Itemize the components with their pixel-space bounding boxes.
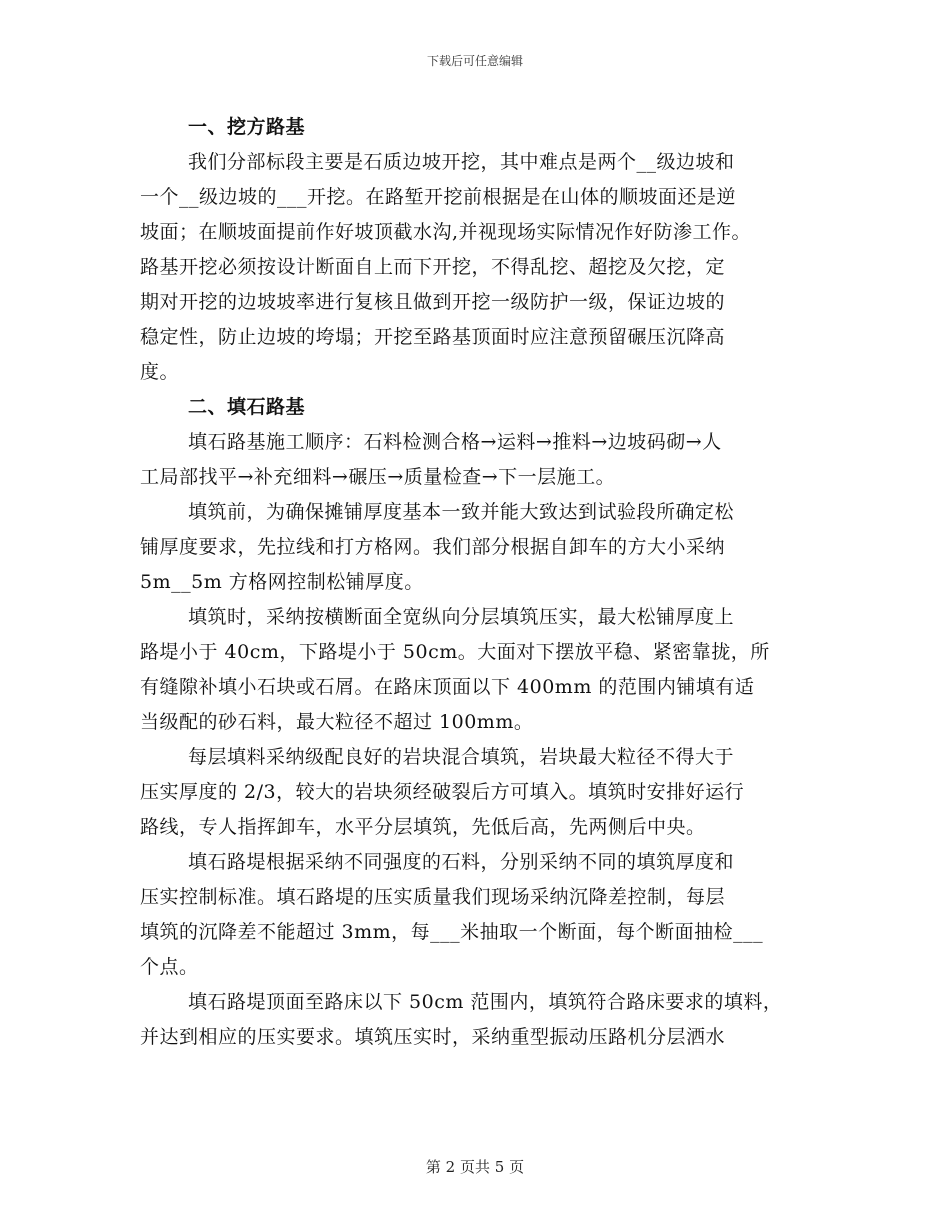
paragraph-line: 路基开挖必须按设计断面自上而下开挖，不得乱挖、超挖及欠挖，定 bbox=[140, 256, 726, 278]
paragraph-line: 压实厚度的 2/3，较大的岩块须经破裂后方可填入。填筑时安排好运行 bbox=[140, 781, 745, 803]
paragraph-line: 路线，专人指挥卸车，水平分层填筑，先低后高，先两侧后中央。 bbox=[140, 816, 706, 838]
paragraph-line: 工局部找平→补充细料→碾压→质量检查→下一层施工。 bbox=[140, 466, 616, 488]
paragraph-line: 稳定性，防止边坡的垮塌；开挖至路基顶面时应注意预留碾压沉降高 bbox=[140, 326, 726, 348]
paragraph-line: 当级配的砂石料，最大粒径不超过 100mm。 bbox=[140, 711, 534, 733]
paragraph-line: 铺厚度要求，先拉线和打方格网。我们部分根据自卸车的方大小采纳 bbox=[140, 536, 726, 558]
paragraph-line: 填筑时，采纳按横断面全宽纵向分层填筑压实，最大松铺厚度上 bbox=[188, 606, 735, 628]
section-heading: 二、填石路基 bbox=[188, 396, 306, 418]
paragraph-line: 个点。 bbox=[140, 956, 199, 978]
paragraph-line: 并达到相应的压实要求。填筑压实时，采纳重型振动压路机分层洒水 bbox=[140, 1026, 726, 1048]
paragraph-line: 坡面；在顺坡面提前作好坡顶截水沟,并视现场实际情况作好防渗工作。 bbox=[140, 221, 752, 243]
paragraph-line: 路堤小于 40cm，下路堤小于 50cm。大面对下摆放平稳、紧密靠拢，所 bbox=[140, 641, 770, 663]
paragraph-line: 度。 bbox=[140, 361, 180, 383]
page-footer: 第 2 页共 5 页 bbox=[425, 1158, 525, 1176]
paragraph-line: 填筑前，为确保摊铺厚度基本一致并能大致达到试验段所确定松 bbox=[188, 501, 735, 523]
section-heading: 一、挖方路基 bbox=[188, 116, 306, 138]
paragraph-line: 填筑的沉降差不能超过 3mm，每___米抽取一个断面，每个断面抽检___ bbox=[140, 921, 764, 943]
paragraph-line: 5m__5m 方格网控制松铺厚度。 bbox=[140, 571, 424, 593]
document-body bbox=[140, 110, 810, 1055]
paragraph-line: 期对开挖的边坡坡率进行复核且做到开挖一级防护一级，保证边坡的 bbox=[140, 291, 726, 313]
paragraph-line: 每层填料采纳级配良好的岩块混合填筑，岩块最大粒径不得大于 bbox=[188, 746, 735, 768]
page-header: 下载后可任意编辑 bbox=[426, 54, 523, 68]
paragraph-line: 填石路堤根据采纳不同强度的石料，分别采纳不同的填筑厚度和 bbox=[188, 851, 735, 873]
paragraph-line: 一个__级边坡的___开挖。在路堑开挖前根据是在山体的顺坡面还是逆 bbox=[140, 186, 737, 208]
paragraph-line: 填石路基施工顺序：石料检测合格→运料→推料→边坡码砌→人 bbox=[188, 431, 722, 453]
paragraph-line: 有缝隙补填小石块或石屑。在路床顶面以下 400mm 的范围内铺填有适 bbox=[140, 676, 755, 698]
paragraph-line: 压实控制标准。填石路堤的压实质量我们现场采纳沉降差控制，每层 bbox=[140, 886, 726, 908]
paragraph-line: 填石路堤顶面至路床以下 50cm 范围内，填筑符合路床要求的填料， bbox=[188, 991, 783, 1013]
paragraph-line: 我们分部标段主要是石质边坡开挖，其中难点是两个__级边坡和 bbox=[188, 151, 735, 173]
